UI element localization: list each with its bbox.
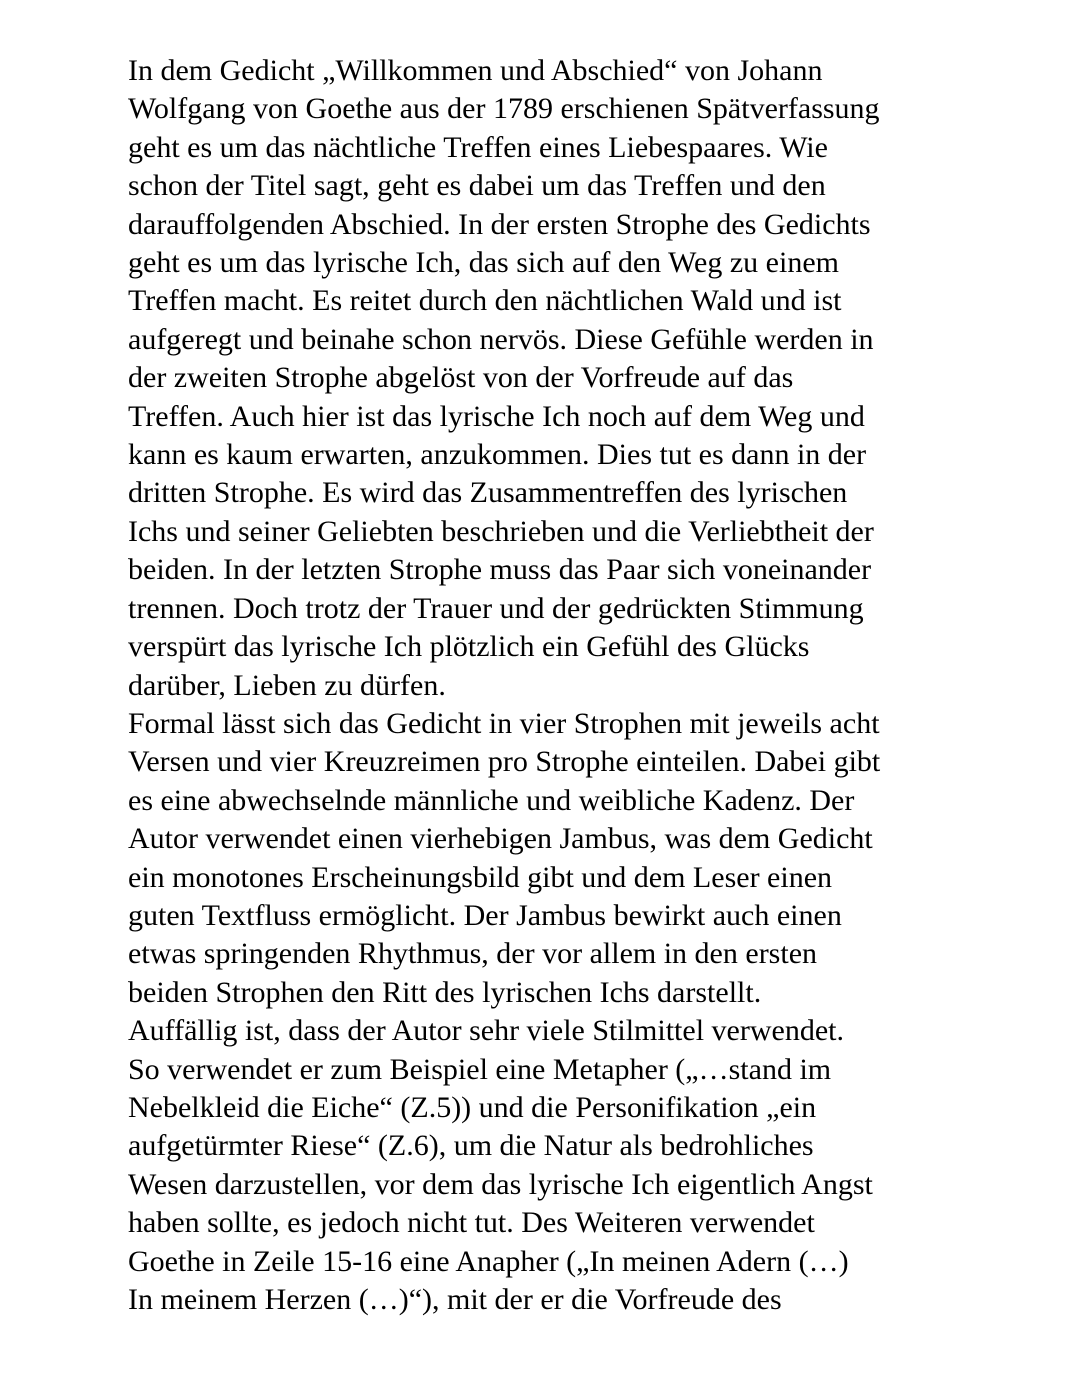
text-line: Versen und vier Kreuzreimen pro Strophe einteilen. Dabei gibt <box>128 745 881 779</box>
text-line: schon der Titel sagt, geht es dabei um das Treffen und den <box>128 169 826 203</box>
text-line: dritten Strophe. Es wird das Zusammentreffen des lyrischen <box>128 476 848 510</box>
text-line: guten Textfluss ermöglicht. Der Jambus bewirkt auch einen <box>128 898 842 932</box>
text-line: Wolfgang von Goethe aus der 1789 erschienen Spätverfassung <box>128 92 880 126</box>
text-line: Treffen macht. Es reitet durch den nächtlichen Wald und ist <box>128 284 842 318</box>
text-line: Autor verwendet einen vierhebigen Jambus, was dem Gedicht <box>128 822 873 856</box>
text-line: Treffen. Auch hier ist das lyrische Ich noch auf dem Weg und <box>128 399 865 433</box>
text-line: beiden Strophen den Ritt des lyrischen Ichs darstellt. <box>128 975 762 1009</box>
text-line: ein monotones Erscheinungsbild gibt und dem Leser einen <box>128 860 833 894</box>
text-line: kann es kaum erwarten, anzukommen. Dies tut es dann in der <box>128 438 867 472</box>
text-line: In dem Gedicht „Willkommen und Abschied“ von Johann <box>128 54 823 87</box>
text-line: verspürt das lyrische Ich plötzlich ein Gefühl des Glücks <box>128 630 810 664</box>
text-line: aufgeregt und beinahe schon nervös. Diese Gefühle werden in <box>128 322 874 356</box>
text-line: etwas springenden Rhythmus, der vor allem in den ersten <box>128 937 818 971</box>
text-line: So verwendet er zum Beispiel eine Metapher („…stand im <box>128 1052 832 1086</box>
text-line: Wesen darzustellen, vor dem das lyrische Ich eigentlich Angst <box>128 1167 873 1201</box>
text-line: Nebelkleid die Eiche“ (Z.5)) und die Personifikation „ein <box>128 1090 817 1124</box>
text-line: geht es um das lyrische Ich, das sich auf den Weg zu einem <box>128 246 839 280</box>
text-line: aufgetürmter Riese“ (Z.6), um die Natur als bedrohliches <box>128 1129 814 1163</box>
document-body <box>128 52 958 1319</box>
text-line: der zweiten Strophe abgelöst von der Vorfreude auf das <box>128 361 794 395</box>
text-line: Ichs und seiner Geliebten beschrieben und die Verliebtheit der <box>128 514 874 548</box>
text-line: Formal lässt sich das Gedicht in vier Strophen mit jeweils acht <box>128 706 880 740</box>
text-line: geht es um das nächtliche Treffen eines Liebespaares. Wie <box>128 130 828 164</box>
text-line: Goethe in Zeile 15-16 eine Anapher („In meinen Adern (…) <box>128 1244 849 1278</box>
text-line: es eine abwechselnde männliche und weibliche Kadenz. Der <box>128 783 855 817</box>
text-line: beiden. In der letzten Strophe muss das Paar sich voneinander <box>128 553 872 587</box>
text-line: In meinem Herzen (…)“), mit der er die Vorfreude des <box>128 1283 782 1316</box>
text-line: trennen. Doch trotz der Trauer und der gedrückten Stimmung <box>128 591 864 625</box>
text-line: darüber, Lieben zu dürfen. <box>128 668 446 702</box>
text-line: Auffällig ist, dass der Autor sehr viele Stilmittel verwendet. <box>128 1014 844 1048</box>
text-line: haben sollte, es jedoch nicht tut. Des Weiteren verwendet <box>128 1206 815 1240</box>
text-line: darauffolgenden Abschied. In der ersten Strophe des Gedichts <box>128 207 871 241</box>
